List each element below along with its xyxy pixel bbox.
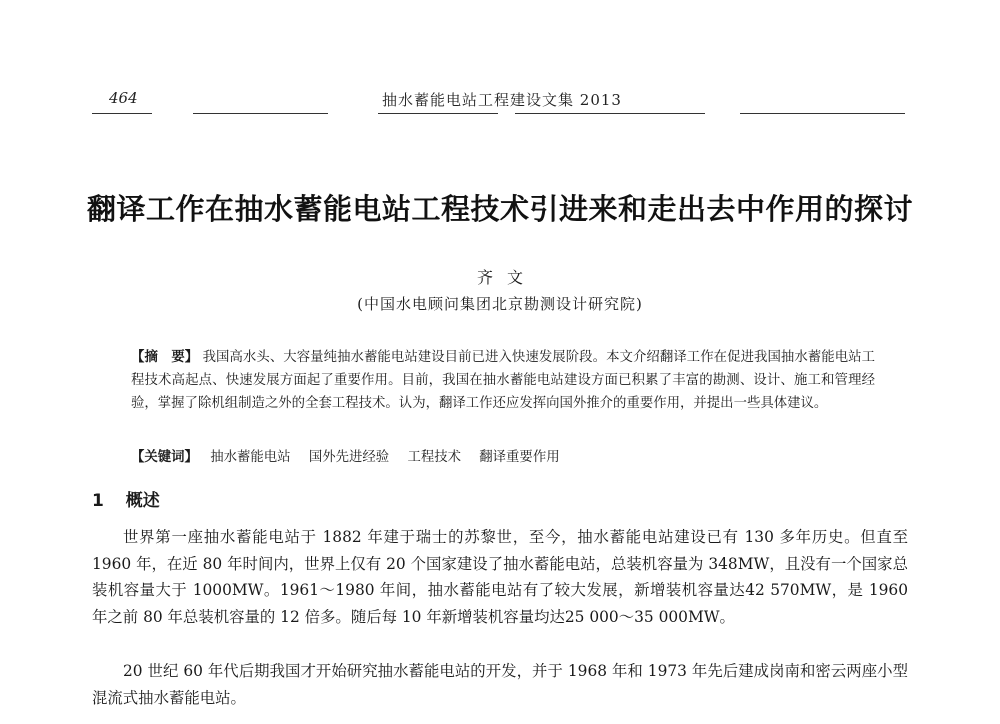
running-head: 抽水蓄能电站工程建设文集 2013 xyxy=(382,91,622,109)
paper-title: 翻译工作在抽水蓄能电站工程技术引进来和走出去中作用的探讨 xyxy=(86,192,913,226)
abstract xyxy=(131,346,875,415)
body-paragraph: 20 世纪 60 年代后期我国才开始研究抽水蓄能电站的开发，并于 1968 年和 1973 年先后建成岗南和密云两座小型混流式抽水蓄能电站。 xyxy=(92,662,908,707)
header-rule xyxy=(92,113,152,114)
abstract-label: 【摘 要】 xyxy=(131,350,199,365)
keyword: 抽水蓄能电站 xyxy=(210,450,291,465)
page-number: 464 xyxy=(109,89,138,107)
author-name: 齐文 xyxy=(476,268,537,287)
keywords xyxy=(131,446,875,469)
abstract-text: 我国高水头、大容量纯抽水蓄能电站建设目前已进入快速发展阶段。本文介绍翻译工作在促进我国抽水蓄能电站工程技术高起点、快速发展方面起了重要作用。目前，我国在抽水蓄能电站建设方面已积累了丰富的勘测、设计、施工和管理经验，掌握了除机组制造之外的全套工程技术。认为，翻译工作还应发挥向国外推介的重要作用，并提出一些具体建议。 xyxy=(131,350,876,411)
header-rule xyxy=(740,113,905,114)
author-affiliation: (中国水电顾问集团北京勘测设计研究院) xyxy=(357,295,643,313)
keyword: 国外先进经验 xyxy=(308,450,390,465)
keyword: 翻译重要作用 xyxy=(479,450,560,465)
keywords-label: 【关键词】 xyxy=(131,450,198,465)
header-rule xyxy=(193,113,328,114)
keyword: 工程技术 xyxy=(407,450,461,465)
section-heading xyxy=(92,486,160,511)
body-paragraph: 世界第一座抽水蓄能电站于 1882 年建于瑞士的苏黎世，至今，抽水蓄能电站建设已有 130 多年历史。但直至 1960 年，在近 80 年时间内，世界上仅有 20 个国家建设了抽水蓄能电站，总装机容量为 348MW，且没有一个国家总装机容量大于 1000MW。1961～1980 年间，抽水蓄能电站有了较大发展，新增装机容量达42 570MW，是 1960 年之前 80 年总装机容量的 12 倍多。随后每 10 年新增装机容量均达25 000～35 000MW。 xyxy=(92,528,908,626)
header-rule xyxy=(378,113,498,114)
header-rule xyxy=(515,113,705,114)
section-number: 1 xyxy=(92,491,104,511)
section-title: 概述 xyxy=(125,491,160,511)
